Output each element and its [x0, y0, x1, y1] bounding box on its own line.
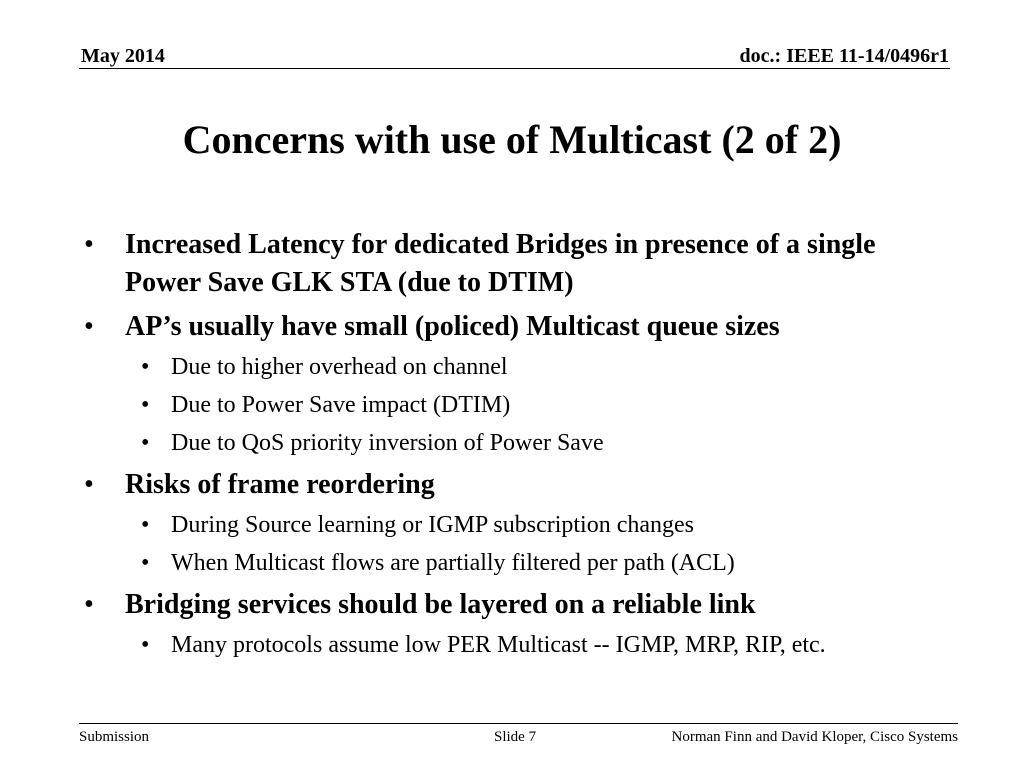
sub-bullet-text: During Source learning or IGMP subscription changes	[171, 512, 695, 538]
bullet-icon: •	[84, 589, 94, 620]
header-divider	[79, 68, 950, 69]
slide-title: Concerns with use of Multicast (2 of 2)	[182, 117, 842, 162]
sub-bullet-item	[84, 630, 931, 660]
sub-bullet-icon: •	[141, 430, 150, 456]
header-date: May 2014	[81, 45, 165, 67]
sub-bullet-icon: •	[141, 354, 150, 380]
bullet-icon: •	[84, 311, 94, 342]
bullet-icon: •	[84, 469, 94, 500]
sub-bullet-icon: •	[141, 512, 150, 538]
bullet-text: Bridging services should be layered on a reliable link	[125, 589, 756, 620]
bullet-item	[84, 586, 944, 624]
sub-bullet-text: Due to Power Save impact (DTIM)	[171, 392, 511, 418]
footer-submission: Submission	[79, 729, 150, 745]
sub-bullet-text: When Multicast flows are partially filtered per path (ACL)	[171, 550, 735, 576]
sub-bullet-item	[84, 390, 931, 420]
sub-bullet-text: Due to QoS priority inversion of Power Save	[171, 430, 604, 456]
sub-bullet-text: Many protocols assume low PER Multicast -- IGMP, MRP, RIP, etc.	[171, 632, 826, 658]
bullet-text: Increased Latency for dedicated Bridges in presence of a single Power Save GLK STA (due to DTIM)	[125, 229, 876, 298]
sub-bullet-item	[84, 548, 931, 578]
sub-bullet-icon: •	[141, 550, 150, 576]
sub-bullet-icon: •	[141, 392, 150, 418]
slide-body	[84, 226, 944, 668]
sub-bullet-item	[84, 510, 931, 540]
sub-bullet-icon: •	[141, 632, 150, 658]
bullet-icon: •	[84, 229, 94, 260]
bullet-item	[84, 308, 944, 346]
footer-slide-number: Slide 7	[494, 729, 537, 745]
bullet-text: Risks of frame reordering	[125, 469, 435, 500]
sub-bullet-item	[84, 352, 931, 382]
header-doc-id: doc.: IEEE 11-14/0496r1	[739, 45, 949, 67]
bullet-item	[84, 226, 944, 302]
bullet-item	[84, 466, 944, 504]
footer-divider	[79, 723, 958, 724]
footer-authors: Norman Finn and David Kloper, Cisco Systems	[671, 729, 958, 745]
sub-bullet-text: Due to higher overhead on channel	[171, 354, 508, 380]
bullet-text: AP’s usually have small (policed) Multicast queue sizes	[125, 311, 780, 342]
sub-bullet-item	[84, 428, 931, 458]
